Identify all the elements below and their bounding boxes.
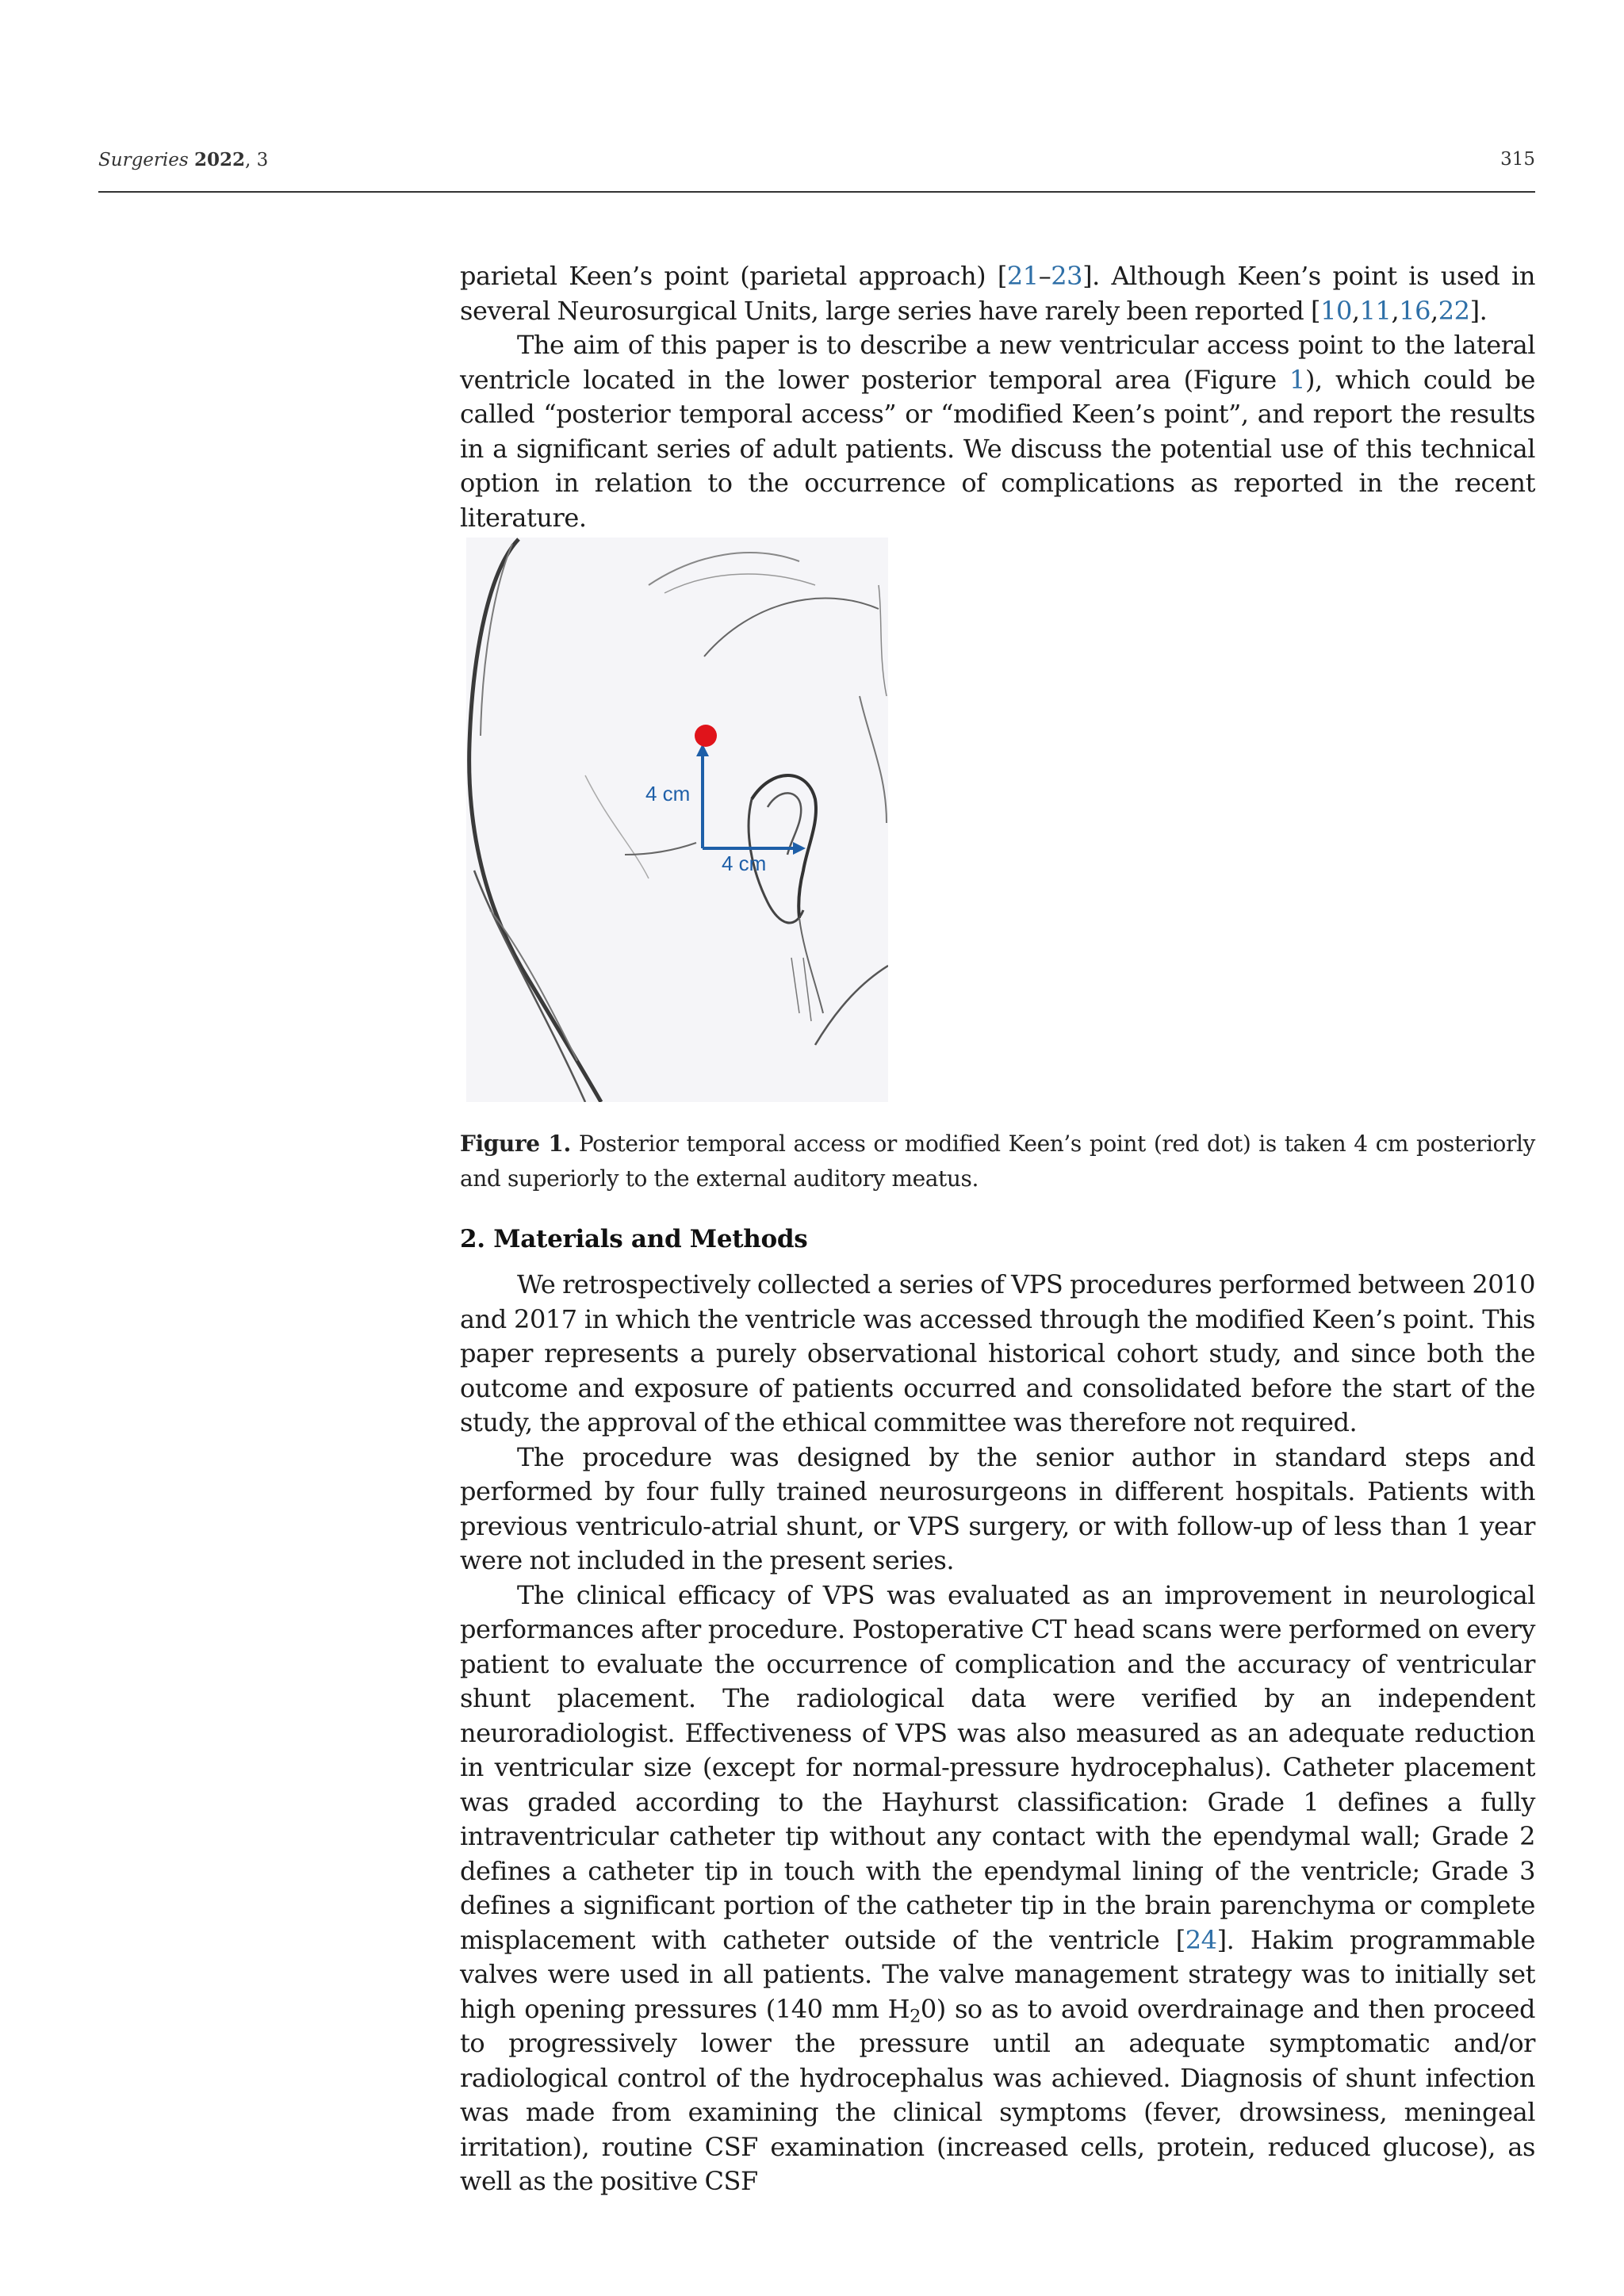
- label-4cm-vertical: 4 cm: [645, 782, 691, 806]
- methods-paragraph-3: [460, 1578, 1535, 2199]
- text-run: ,: [1351, 295, 1360, 326]
- journal-citation: Surgeries 2022, 3: [98, 149, 269, 170]
- citation-link[interactable]: 23: [1051, 261, 1083, 291]
- methods-paragraph-1: We retrospectively collected a series of VPS procedures performed between 2010 and 2017 in which the ventricle was accessed through the modified Keen’s point. This paper represents a purely observational historical cohort study, and since both the outcome and exposure of patients occurred and consolidated before the start of the study, the approval of the ethical committee was therefore not required.: [460, 1269, 1535, 1437]
- citation-link[interactable]: 16: [1399, 295, 1431, 326]
- text-run: ,: [1431, 295, 1438, 326]
- figure-background: [466, 538, 888, 1102]
- running-header: [98, 149, 1535, 181]
- journal-name: Surgeries: [98, 150, 189, 170]
- figure-reference-link[interactable]: 1: [1289, 364, 1305, 395]
- citation-link[interactable]: 10: [1320, 295, 1352, 326]
- text-run: ]. Hakim programmable valves were used in all patients. The valve management strategy was to initially set high opening pressures (140 mm H: [460, 1924, 1535, 2024]
- intro-text: [460, 259, 1535, 535]
- citation-link[interactable]: 21: [1006, 261, 1039, 291]
- journal-volume: 3: [256, 150, 269, 170]
- text-run: ), which could be called “posterior temporal access” or “modified Keen’s point”, and report the results in a significant series of adult patients. We discuss the potential use of this technical option in relation to the occurrence of complications as reported in the recent literature.: [460, 364, 1535, 533]
- label-4cm-horizontal: 4 cm: [722, 851, 767, 875]
- methods-paragraph-2: The procedure was designed by the senior author in standard steps and performed by four fully trained neurosurgeons in different hospitals. Patients with previous ventriculo-atrial shunt, or VPS surgery, or with follow-up of less than 1 year were not included in the present series.: [460, 1441, 1535, 1575]
- citation-link[interactable]: 22: [1438, 295, 1470, 326]
- caption-text: Posterior temporal access or modified Keen’s point (red dot) is taken 4 cm posteriorly and superiorly to the external auditory meatus.: [460, 1131, 1535, 1192]
- keen-point-red-dot: [695, 725, 717, 747]
- text-run: ,: [1391, 295, 1400, 326]
- subscript: 2: [910, 2006, 921, 2027]
- section-heading: 2. Materials and Methods: [460, 1225, 808, 1253]
- citation-link[interactable]: 24: [1185, 1924, 1217, 1955]
- journal-year: 2022: [193, 149, 245, 170]
- methods-text: [460, 1268, 1535, 2199]
- text-run: ].: [1469, 295, 1488, 326]
- figure-1-caption: [460, 1127, 1535, 1196]
- text-run: –: [1038, 261, 1051, 291]
- head-sketch: [466, 538, 888, 1102]
- text-run: parietal Keen’s point (parietal approach) [: [460, 261, 1007, 291]
- intro-paragraph-2: [460, 328, 1535, 535]
- citation-link[interactable]: 11: [1359, 295, 1392, 326]
- figure-1-image: [466, 538, 888, 1102]
- intro-paragraph-1: [460, 259, 1535, 328]
- text-run: 0) so as to avoid overdrainage and then proceed to progressively lower the pressure until an adequate symptomatic and/or radiological control of the hydrocephalus was achieved. Diagnosis of shunt infection was made from examining the clinical symptoms (fever, drowsiness, meningeal irritation), routine CSF examination (increased cells, protein, reduced glucose), as well as the positive CSF: [460, 1993, 1535, 2196]
- page-number: 315: [1500, 149, 1535, 170]
- header-rule: [98, 191, 1535, 193]
- caption-label: Figure 1.: [460, 1131, 571, 1157]
- text-run: ]. Although Keen’s point is used in several Neurosurgical Units, large series have rarely been reported [: [460, 261, 1535, 326]
- text-run: The clinical efficacy of VPS was evaluated as an improvement in neurological performances after procedure. Postoperative CT head scans were performed on every patient to evaluate the occurrence of complication and the accuracy of ventricular shunt placement. The radiological data were verified by an independent neuroradiologist. Effectiveness of VPS was also measured as an adequate reduction in ventricular size (except for normal-pressure hydrocephalus). Catheter placement was graded according to the Hayhurst classification: Grade 1 defines a fully intraventricular catheter tip without any contact with the ependymal wall; Grade 2 defines a catheter tip in touch with the ependymal lining of the ventricle; Grade 3 defines a significant portion of the catheter tip in the brain parenchyma or complete misplacement with catheter outside of the ventricle [: [460, 1579, 1535, 1955]
- text-run: The aim of this paper is to describe a new ventricular access point to the lateral ventricle located in the lower posterior temporal area (Figure: [460, 330, 1535, 395]
